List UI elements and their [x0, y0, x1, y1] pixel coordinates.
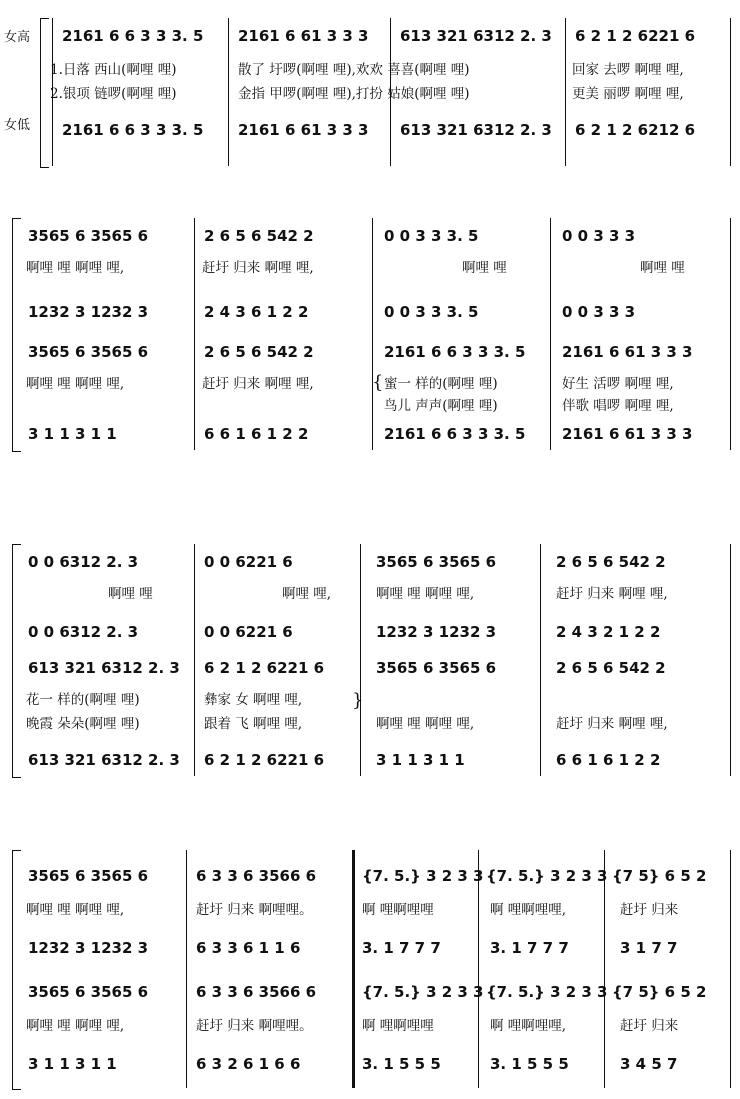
notation-row-soprano	[0, 224, 740, 248]
measure-notes: 2161 6 61 3 3 3	[238, 121, 369, 139]
lyric-text: 啊哩 哩 啊哩 哩,	[376, 716, 475, 732]
lyric-line-verse-2	[0, 714, 740, 734]
measure-notes: 3 1 1 3 1 1	[28, 425, 117, 443]
notation-row-soprano	[0, 24, 740, 48]
measure-notes: 2161 6 61 3 3 3	[238, 27, 369, 45]
measure-notes: {7 5} 6 5 2	[612, 867, 707, 885]
lyric-text: 赶圩 归来 啊哩 哩,	[202, 376, 314, 392]
measure-notes: {7. 5.} 3 2 3 3	[486, 867, 608, 885]
part-label-alto: 女低	[4, 118, 31, 133]
measure-notes: 3565 6 3565 6	[28, 343, 149, 361]
lyric-text: 啊 哩啊哩哩,	[490, 902, 567, 918]
measure-notes: 3565 6 3565 6	[376, 553, 497, 571]
measure-notes: 613 321 6312 2. 3	[400, 27, 552, 45]
measure-notes: 1232 3 1232 3	[28, 303, 149, 321]
lyric-text: 赶圩 归来 啊哩哩。	[196, 1018, 313, 1034]
measure-notes: 3. 1 7 7 7	[362, 939, 441, 957]
lyric-text: 花一 样的(啊哩 哩)	[26, 692, 140, 708]
measure-notes: 6 2 1 2 6221 6	[204, 659, 325, 677]
measure-notes: 3565 6 3565 6	[28, 983, 149, 1001]
measure-notes: {7. 5.} 3 2 3 3	[362, 867, 484, 885]
measure-notes: 0 0 3 3 3. 5	[384, 303, 479, 321]
measure-notes: 3. 1 5 5 5	[362, 1055, 441, 1073]
measure-notes: 2 6 5 6 542 2	[204, 227, 314, 245]
lyric-text: 赶圩 归来	[620, 1018, 679, 1034]
measure-notes: 2161 6 6 3 3 3. 5	[62, 121, 204, 139]
lyric-line-verse-1	[0, 690, 740, 710]
measure-notes: 6 2 1 2 6212 6	[575, 121, 696, 139]
notation-row-alto	[0, 118, 740, 142]
lyric-text: 啊 哩啊哩哩	[362, 902, 434, 918]
measure-notes: 3 1 1 3 1 1	[28, 1055, 117, 1073]
measure-notes: 0 0 3 3 3	[562, 303, 636, 321]
lyric-text: 彝家 女 啊哩 哩,	[204, 692, 303, 708]
measure-notes: 2161 6 6 3 3 3. 5	[384, 343, 526, 361]
lyric-text: 啊哩 哩	[462, 260, 507, 276]
notation-row-soprano-2	[0, 980, 740, 1004]
measure-notes: 1232 3 1232 3	[376, 623, 497, 641]
measure-notes: 3 4 5 7	[620, 1055, 678, 1073]
measure-notes: 6 2 1 2 6221 6	[204, 751, 325, 769]
lyric-text: 啊哩 哩,	[282, 586, 332, 602]
lyric-text: 金指 甲啰(啊哩 哩),打扮 姑娘(啊哩 哩)	[238, 86, 470, 102]
lyric-text: 赶圩 归来 啊哩 哩,	[202, 260, 314, 276]
measure-notes: {7 5} 6 5 2	[612, 983, 707, 1001]
measure-notes: 2161 6 6 3 3 3. 5	[384, 425, 526, 443]
notation-row-alto	[0, 300, 740, 324]
lyric-text: 蜜一 样的(啊哩 哩)	[384, 376, 498, 392]
measure-notes: 1232 3 1232 3	[28, 939, 149, 957]
part-label-soprano: 女高	[4, 30, 31, 45]
measure-notes: 3. 1 7 7 7	[490, 939, 569, 957]
system-bracket	[12, 218, 21, 452]
measure-notes: {7. 5.} 3 2 3 3	[362, 983, 484, 1001]
lyric-text: 赶圩 归来 啊哩哩。	[196, 902, 313, 918]
measure-notes: 2 4 3 6 1 2 2	[204, 303, 309, 321]
lyric-text: 回家 去啰 啊哩 哩,	[572, 62, 684, 78]
notation-row-soprano	[0, 864, 740, 888]
measure-notes: 3565 6 3565 6	[376, 659, 497, 677]
notation-row-soprano-2	[0, 340, 740, 364]
notation-row-alto	[0, 936, 740, 960]
lyric-line	[0, 900, 740, 920]
measure-notes: 6 3 3 6 1 1 6	[196, 939, 301, 957]
measure-notes: 2161 6 61 3 3 3	[562, 425, 693, 443]
lyric-text: 啊 哩啊哩哩	[362, 1018, 434, 1034]
measure-notes: 2 4 3 2 1 2 2	[556, 623, 661, 641]
lyric-text: 啊哩 哩 啊哩 哩,	[376, 586, 475, 602]
measure-notes: 6 6 1 6 1 2 2	[556, 751, 661, 769]
lyric-text: 更美 丽啰 啊哩 哩,	[572, 86, 684, 102]
lyric-line-verse-2	[0, 84, 740, 104]
notation-row-alto-2	[0, 422, 740, 446]
lyric-text: 啊哩 哩	[108, 586, 153, 602]
notation-row-soprano-2	[0, 656, 740, 680]
lyric-text: 鸟儿 声声(啊哩 哩)	[384, 398, 498, 414]
lyric-line	[0, 1016, 740, 1036]
lyric-text: 赶圩 归来 啊哩 哩,	[556, 716, 668, 732]
measure-notes: 2 6 5 6 542 2	[204, 343, 314, 361]
measure-notes: 6 2 1 2 6221 6	[575, 27, 696, 45]
measure-notes: 6 3 3 6 3566 6	[196, 867, 317, 885]
lyric-line	[0, 584, 740, 604]
notation-row-alto-2	[0, 1052, 740, 1076]
measure-notes: 2 6 5 6 542 2	[556, 553, 666, 571]
notation-row-alto	[0, 620, 740, 644]
lyric-line	[0, 258, 740, 278]
measure-notes: 0 0 6221 6	[204, 553, 293, 571]
notation-row-alto-2	[0, 748, 740, 772]
measure-notes: 0 0 6312 2. 3	[28, 553, 139, 571]
measure-notes: 3565 6 3565 6	[28, 227, 149, 245]
lyric-text: 啊哩 哩	[640, 260, 685, 276]
measure-notes: 613 321 6312 2. 3	[28, 751, 180, 769]
lyric-text: 赶圩 归来 啊哩 哩,	[556, 586, 668, 602]
lyric-text: 1.日落 西山(啊哩 哩)	[50, 62, 177, 78]
lyric-text: 好生 活啰 啊哩 哩,	[562, 376, 674, 392]
measure-notes: 0 0 3 3 3. 5	[384, 227, 479, 245]
lyric-text: 跟着 飞 啊哩 哩,	[204, 716, 303, 732]
measure-notes: 613 321 6312 2. 3	[28, 659, 180, 677]
measure-notes: 2 6 5 6 542 2	[556, 659, 666, 677]
verse-brace: {	[372, 372, 384, 393]
lyric-text: 啊哩 哩 啊哩 哩,	[26, 1018, 125, 1034]
lyric-text: 啊哩 哩 啊哩 哩,	[26, 260, 125, 276]
measure-notes: 0 0 3 3 3	[562, 227, 636, 245]
lyric-text: 晚霞 朵朵(啊哩 哩)	[26, 716, 140, 732]
lyric-text: 散了 圩啰(啊哩 哩),欢欢 喜喜(啊哩 哩)	[238, 62, 470, 78]
measure-notes: 0 0 6221 6	[204, 623, 293, 641]
lyric-text: 啊 哩啊哩哩,	[490, 1018, 567, 1034]
measure-notes: 3. 1 5 5 5	[490, 1055, 569, 1073]
verse-brace: }	[352, 690, 364, 711]
lyric-line-verse-1	[0, 60, 740, 80]
lyric-line-verse-1	[0, 374, 740, 394]
measure-notes: 3565 6 3565 6	[28, 867, 149, 885]
measure-notes: 613 321 6312 2. 3	[400, 121, 552, 139]
lyric-text: 啊哩 哩 啊哩 哩,	[26, 376, 125, 392]
lyric-text: 伴歌 唱啰 啊哩 哩,	[562, 398, 674, 414]
measure-notes: 2161 6 6 3 3 3. 5	[62, 27, 204, 45]
notation-row-soprano	[0, 550, 740, 574]
measure-notes: 0 0 6312 2. 3	[28, 623, 139, 641]
measure-notes: 3 1 7 7	[620, 939, 678, 957]
measure-notes: 6 3 3 6 3566 6	[196, 983, 317, 1001]
measure-notes: 6 6 1 6 1 2 2	[204, 425, 309, 443]
lyric-text: 啊哩 哩 啊哩 哩,	[26, 902, 125, 918]
lyric-line-verse-2	[0, 396, 740, 416]
measure-notes: 2161 6 61 3 3 3	[562, 343, 693, 361]
measure-notes: 3 1 1 3 1 1	[376, 751, 465, 769]
measure-notes: {7. 5.} 3 2 3 3	[486, 983, 608, 1001]
lyric-text: 赶圩 归来	[620, 902, 679, 918]
lyric-text: 2.银项 链啰(啊哩 哩)	[50, 86, 177, 102]
measure-notes: 6 3 2 6 1 6 6	[196, 1055, 301, 1073]
